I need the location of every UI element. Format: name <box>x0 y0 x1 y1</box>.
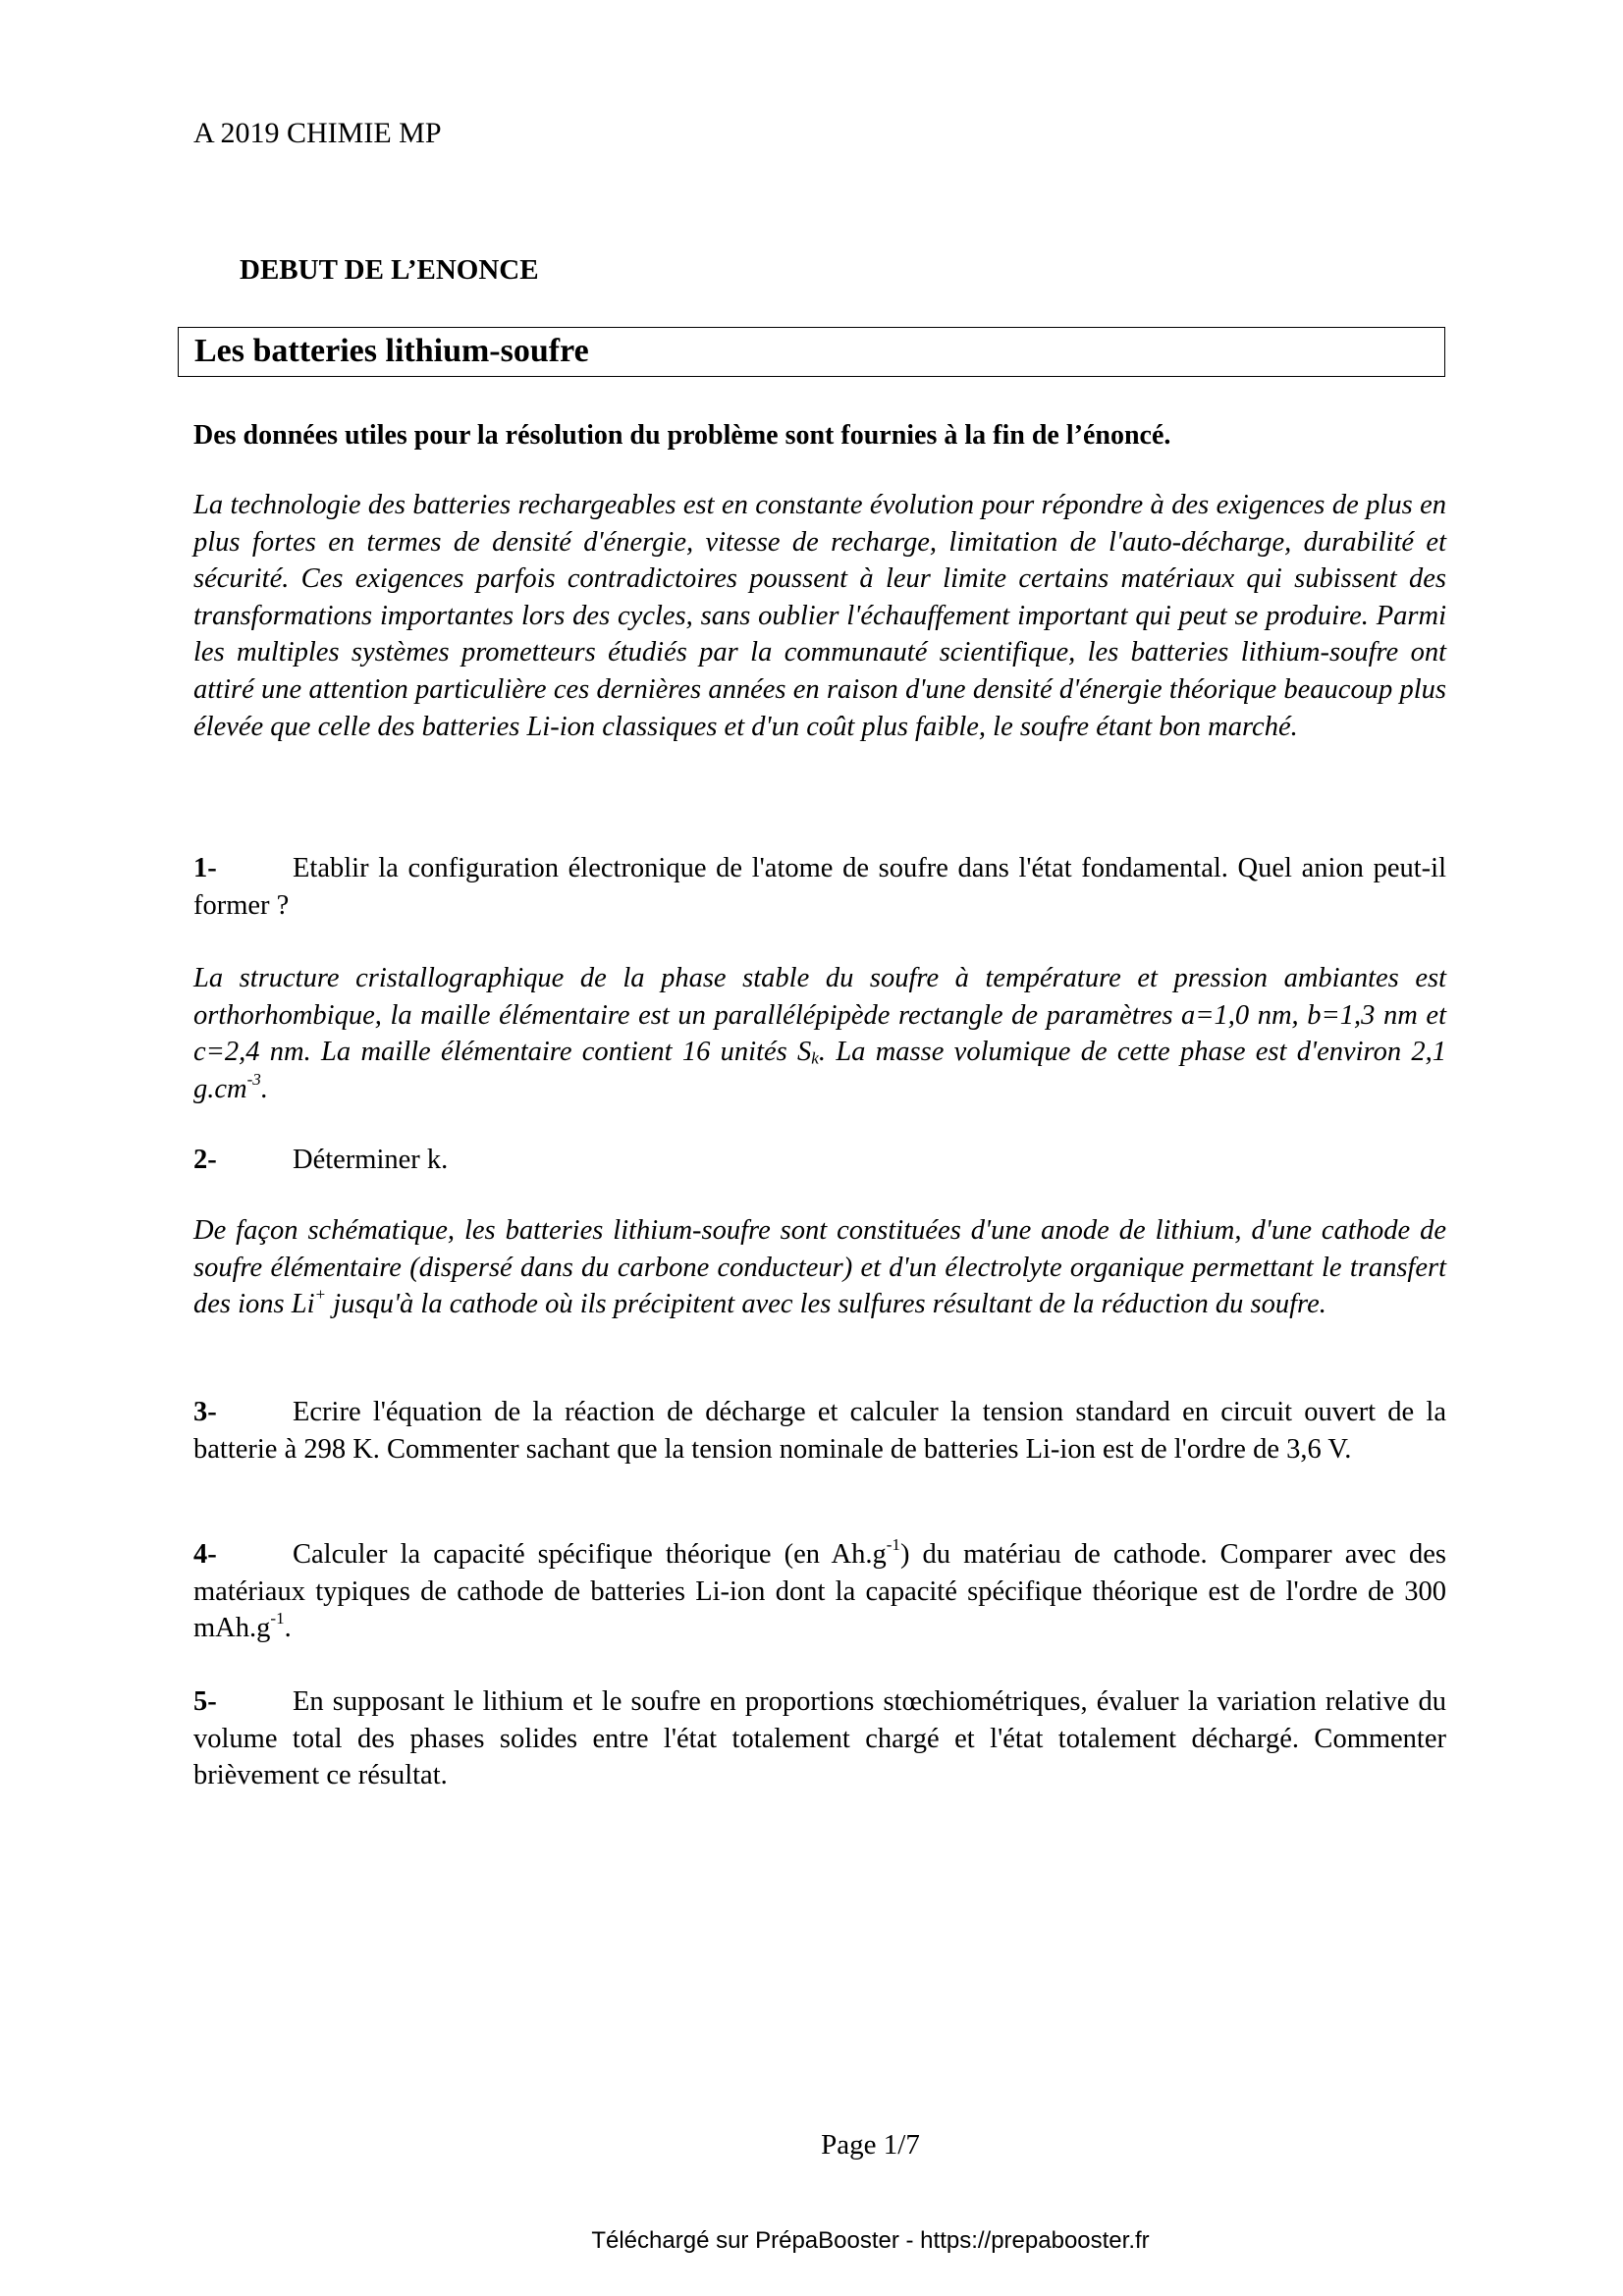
subscript-k: k <box>811 1048 819 1068</box>
download-note: Téléchargé sur PrépaBooster - https://prepabooster.fr <box>591 2227 1150 2254</box>
crystal-text-2: . La masse volumique de cette phase est d'environ 2,1 g.cm <box>193 1037 1446 1104</box>
crystal-text-1: La structure cristallographique de la phase stable du soufre à température et pression ambiantes est orthorhombique, la maille élémentaire est un parallélépipède rectangle de paramètres a=1,0 nm, b=1,3 nm et c=2,4 nm. La maille élémentaire contient 16 unités S <box>193 963 1446 1068</box>
superscript-exponent: -3 <box>246 1069 261 1089</box>
intro-paragraph: La technologie des batteries rechargeables est en constante évolution pour répondre à des exigences de plus en plus fortes en termes de densité d'énergie, vitesse de recharge, limitation de l'auto-décharge, durabilité et sécurité. Ces exigences parfois contradictoires poussent à leur limite certains matériaux qui subissent des transformations importantes lors des cycles, sans oublier l'échauffement important qui peut se produire. Parmi les multiples systèmes prometteurs étudiés par la communauté scientifique, les batteries lithium-soufre ont attiré une attention particulière ces dernières années en raison d'une densité d'énergie théorique beaucoup plus élevée que celle des batteries Li-ion classiques et d'un coût plus faible, le soufre étant bon marché. <box>193 490 1446 742</box>
page-number: Page 1/7 <box>821 2129 920 2161</box>
question-text-1: Calculer la capacité spécifique théorique (en Ah.g <box>293 1539 887 1570</box>
question-number: 3- <box>193 1397 217 1427</box>
exam-code-header: A 2019 CHIMIE MP <box>193 117 442 149</box>
question-text: Déterminer k. <box>293 1145 449 1175</box>
question-text: Etablir la configuration électronique de l'atome de soufre dans l'état fondamental. Quel anion peut-il former ? <box>193 853 1446 921</box>
question-text-3: . <box>284 1613 292 1644</box>
question-1 <box>193 850 1446 924</box>
battery-text-1: De façon schématique, les batteries lithium-soufre sont constituées d'une anode de lithium, d'une cathode de soufre élémentaire (dispersé dans du carbone conducteur) et d'un électrolyte organique permettant le transfert des ions Li <box>193 1215 1446 1320</box>
question-5 <box>193 1683 1446 1794</box>
question-number: 2- <box>193 1145 217 1175</box>
question-4 <box>193 1536 1446 1647</box>
question-number: 4- <box>193 1539 217 1570</box>
crystal-text-3: . <box>260 1073 268 1104</box>
superscript-exponent: -1 <box>270 1609 285 1629</box>
battery-text-2: jusqu'à la cathode où ils précipitent avec les sulfures résultant de la réduction du soufre. <box>326 1289 1326 1320</box>
superscript-exponent: -1 <box>886 1535 900 1555</box>
battery-paragraph <box>193 1212 1446 1323</box>
question-3 <box>193 1394 1446 1468</box>
superscript-plus: + <box>314 1285 327 1305</box>
question-text-2: ) du matériau de cathode. Comparer avec des matériaux typiques de cathode de batteries Li-ion dont la capacité spécifique théorique est de l'ordre de 300 mAh.g <box>193 1539 1446 1644</box>
page-title: Les batteries lithium-soufre <box>194 333 589 369</box>
crystal-paragraph <box>193 960 1446 1107</box>
question-number: 5- <box>193 1686 217 1717</box>
question-2 <box>193 1142 1446 1179</box>
question-number: 1- <box>193 853 217 883</box>
question-text: Ecrire l'équation de la réaction de décharge et calculer la tension standard en circuit ouvert de la batterie à 298 K. Commenter sachant que la tension nominale de batteries Li-ion est de l'ordre de 3,6 V. <box>193 1397 1446 1465</box>
question-text: En supposant le lithium et le soufre en proportions stœchiométriques, évaluer la variation relative du volume total des phases solides entre l'état totalement chargé et l'état totalement déchargé. Commenter brièvement ce résultat. <box>193 1686 1446 1791</box>
data-notice: Des données utiles pour la résolution du problème sont fournies à la fin de l’énoncé. <box>193 420 1171 451</box>
section-label: DEBUT DE L’ENONCE <box>240 254 539 286</box>
title-box <box>178 327 1445 377</box>
